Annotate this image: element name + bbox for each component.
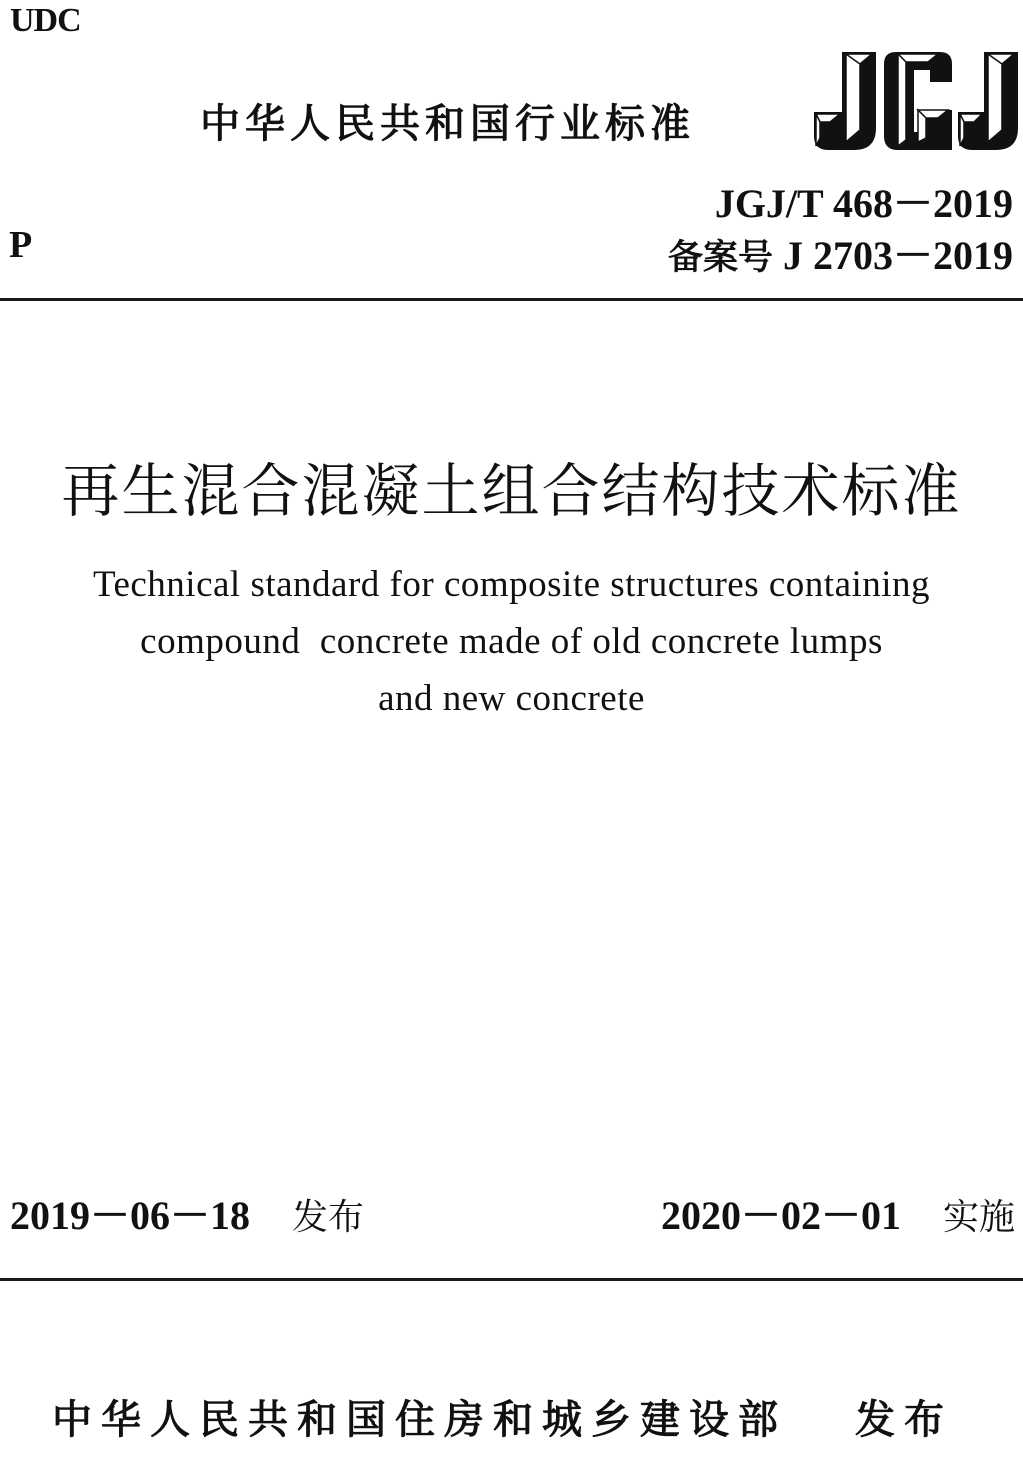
record-label: 备案号 — [667, 238, 773, 278]
publisher-name: 中华人民共和国住房和城乡建设部 — [52, 1397, 787, 1443]
document-title-chinese: 再生混合混凝土组合结构技术标准 — [61, 457, 962, 525]
publisher-action: 发布 — [855, 1397, 953, 1443]
implementation-date: 2020－02－01 — [660, 1193, 901, 1238]
publisher-line — [52, 1397, 953, 1443]
english-title-line-2: compound concrete made of old concrete lumps — [140, 621, 883, 662]
release-date-line — [10, 1193, 365, 1238]
implementation-date-line — [660, 1193, 1015, 1238]
release-date: 2019－06－18 — [10, 1193, 250, 1238]
english-title-line-1: Technical standard for composite structures containing — [92, 564, 931, 605]
udc-label: UDC — [10, 2, 81, 39]
release-label: 发布 — [292, 1197, 365, 1238]
record-number: J 2703－2019 — [783, 233, 1013, 278]
english-title-line-3: and new concrete — [378, 678, 645, 719]
implementation-label: 实施 — [942, 1197, 1015, 1238]
industry-standard-heading: 中华人民共和国行业标准 — [200, 101, 695, 147]
record-number-line — [667, 233, 1013, 278]
top-divider — [0, 298, 1023, 301]
jgj-logo-icon — [810, 50, 1020, 152]
bottom-divider — [0, 1278, 1023, 1281]
standard-code: JGJ/T 468－2019 — [714, 181, 1013, 226]
classification-label: P — [9, 224, 33, 266]
document-title-english — [0, 556, 1023, 727]
